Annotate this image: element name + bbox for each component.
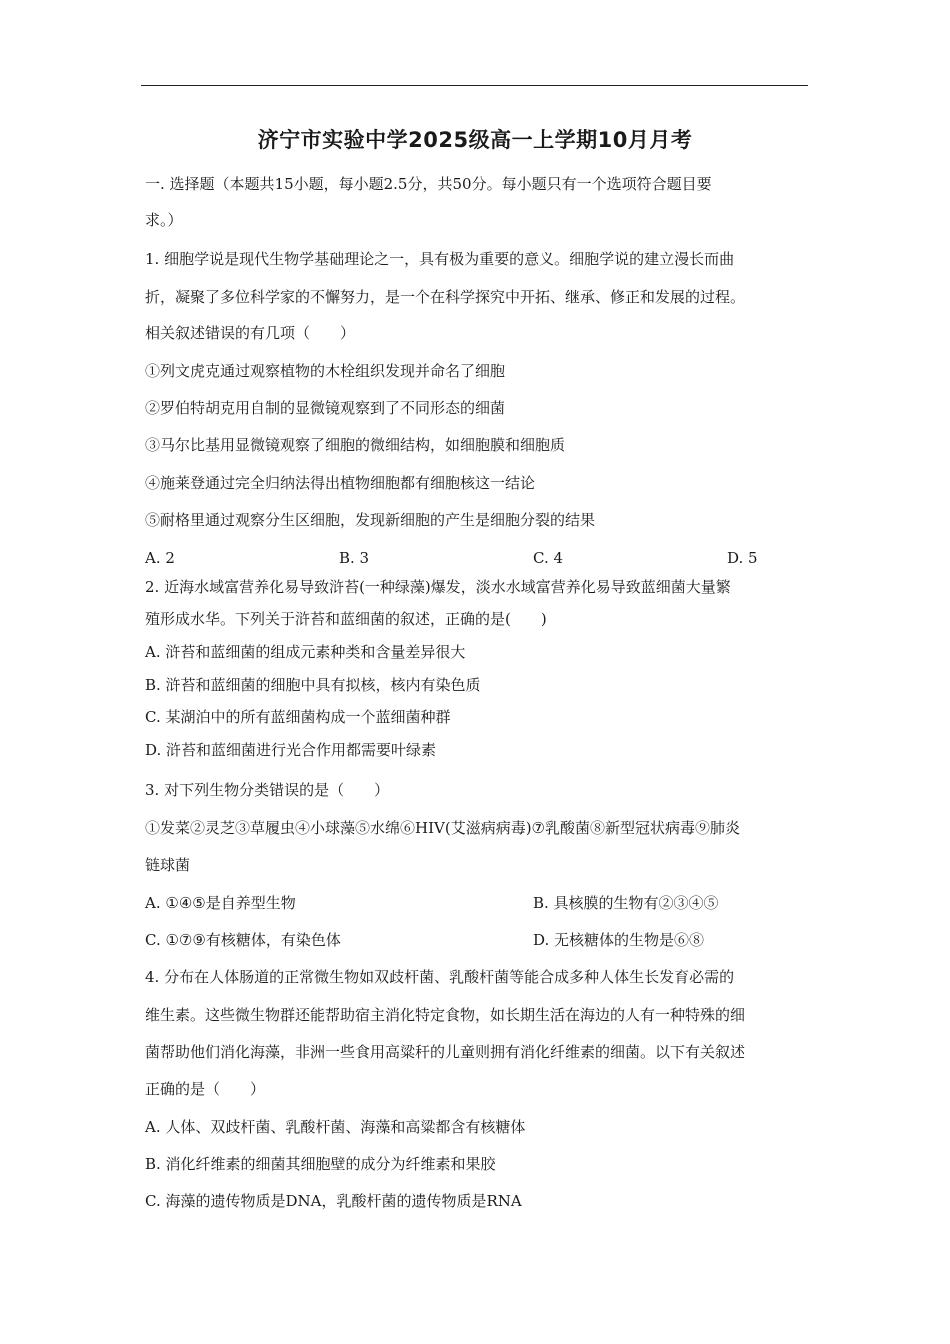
- q1-option-a: A. 2: [145, 549, 175, 567]
- q1-option-b: B. 3: [339, 549, 370, 567]
- q1-statement: ⑤耐格里通过观察分生区细胞，发现新细胞的产生是细胞分裂的结果: [145, 511, 596, 529]
- q1-option-c: C. 4: [533, 549, 564, 567]
- q3-stem-line: 链球菌: [145, 856, 191, 874]
- exam-title: 济宁市实验中学2025级高一上学期10月月考: [257, 128, 693, 152]
- header-rule: [141, 85, 808, 86]
- q2-option-b: B. 浒苔和蓝细菌的细胞中具有拟核，核内有染色质: [145, 676, 481, 694]
- q4-option-b: B. 消化纤维素的细菌其细胞壁的成分为纤维素和果胶: [145, 1155, 496, 1173]
- q2-option-d: D. 浒苔和蓝细菌进行光合作用都需要叶绿素: [145, 741, 437, 759]
- q3-option-b: B. 具核膜的生物有②③④⑤: [533, 894, 719, 912]
- q1-statement: ④施莱登通过完全归纳法得出植物细胞都有细胞核这一结论: [145, 474, 536, 492]
- q1-stem-line: 1. 细胞学说是现代生物学基础理论之一，具有极为重要的意义。细胞学说的建立漫长而曲: [145, 250, 735, 268]
- q2-stem-line: 殖形成水华。下列关于浒苔和蓝细菌的叙述，正确的是( ): [145, 610, 547, 628]
- q3-stem-line: 3. 对下列生物分类错误的是（ ）: [145, 781, 390, 799]
- q1-option-d: D. 5: [727, 549, 758, 567]
- q4-stem-line: 4. 分布在人体肠道的正常微生物如双歧杆菌、乳酸杆菌等能合成多种人体生长发育必需的: [145, 968, 735, 986]
- q2-option-c: C. 某湖泊中的所有蓝细菌构成一个蓝细菌种群: [145, 708, 451, 726]
- q4-option-c: C. 海藻的遗传物质是DNA，乳酸杆菌的遗传物质是RNA: [145, 1192, 522, 1210]
- q1-statement: ③马尔比基用显微镜观察了细胞的微细结构，如细胞膜和细胞质: [145, 436, 566, 454]
- q3-option-a: A. ①④⑤是自养型生物: [145, 894, 296, 912]
- q1-stem-line: 相关叙述错误的有几项（ ）: [145, 324, 356, 342]
- q1-stem-line: 折，凝聚了多位科学家的不懈努力，是一个在科学探究中开拓、继承、修正和发展的过程。: [145, 288, 746, 306]
- q1-statement: ①列文虎克通过观察植物的木栓组织发现并命名了细胞: [145, 362, 506, 380]
- q2-stem-line: 2. 近海水域富营养化易导致浒苔(一种绿藻)爆发，淡水水域富营养化易导致蓝细菌大量繁: [145, 578, 731, 596]
- q4-stem-line: 菌帮助他们消化海藻，非洲一些食用高粱秆的儿童则拥有消化纤维素的细菌。以下有关叙述: [145, 1043, 746, 1061]
- q3-stem-line: ①发菜②灵芝③草履虫④小球藻⑤水绵⑥HIV(艾滋病病毒)⑦乳酸菌⑧新型冠状病毒⑨肺炎: [145, 819, 740, 837]
- section-heading-cont: 求。）: [145, 211, 183, 229]
- q3-option-c: C. ①⑦⑨有核糖体，有染色体: [145, 931, 341, 949]
- q4-stem-line: 维生素。这些微生物群还能帮助宿主消化特定食物，如长期生活在海边的人有一种特殊的细: [145, 1006, 746, 1024]
- q3-option-d: D. 无核糖体的生物是⑥⑧: [533, 931, 705, 949]
- q4-stem-line: 正确的是（ ）: [145, 1080, 266, 1098]
- q4-option-a: A. 人体、双歧杆菌、乳酸杆菌、海藻和高粱都含有核糖体: [145, 1118, 526, 1136]
- q2-option-a: A. 浒苔和蓝细菌的组成元素种类和含量差异很大: [145, 643, 466, 661]
- section-heading: 一. 选择题（本题共15小题，每小题2.5分，共50分。每小题只有一个选项符合题目要: [145, 175, 712, 193]
- q1-statement: ②罗伯特胡克用自制的显微镜观察到了不同形态的细菌: [145, 399, 506, 417]
